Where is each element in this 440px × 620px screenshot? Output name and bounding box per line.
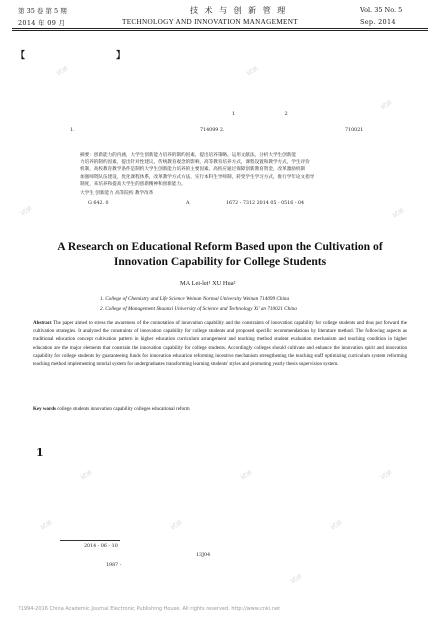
affiliation-en-1: 1. College of Chemistry and Life Science Weinan Normal University Weinan 714099 China [100,296,290,302]
section-tag: 【 】 [16,51,170,61]
keywords-en [33,406,407,414]
issue-date-cn: 2014 年 09 月 [18,19,66,27]
author-superscripts: 1 2 [232,112,312,117]
fund-number: 13J04 [196,553,211,558]
article-title-en: A Research on Educational Reform Based upon the Cultivation of Innovation Capability for College Students [57,240,383,268]
issue-number: 第 35 卷 第 5 期 [18,7,67,15]
watermark: 试读 [39,519,54,532]
cn-abstract-line: 制度，来培养和提高大学生的创新精神和创新能力。 [80,181,186,187]
abstract-label: Abstract [33,321,52,326]
keywords-label: Key words [33,407,56,412]
watermark: 试读 [289,573,304,586]
copyright-footer: ?1994-2016 China Academic Journal Electronic Publishing House. All rights reserved. http://www.cnki.net [18,606,281,612]
watermark: 试读 [245,65,260,78]
received-date: 2014 - 06 - 10 [84,544,118,549]
header-rule [12,28,428,29]
affiliation-number: 1. [70,128,75,133]
header-rule-thin [12,30,428,31]
abstract-text: The paper aimed to stress the awareness of the connotation of innovation capability and the constraints of innovation capability for college students and thus put forward the cultivation strategies. It analyzed the constraints of innovation capability for college students and proposed specific recommendations by literature method. The following aspects as traditional education concept cultivation pattern in higher education curriculum arrangement and teaching method student evaluation mechanism and teaching condition in higher education are the major elements that constrain the innovation capability for college students. Accordingly colleges should cultivate and enhance the innovation spirit and innovation capability for college students by guaranteeing funds for innovation education reforming incentive mechanism strengthening the teaching staff optimizing curriculum system reforming teaching method implementing tutorial system for undergraduates transforming learning students' styles and promoting yearly thesis supervision system. [33,321,407,368]
section-heading-1: 1 [36,446,44,459]
cn-issn: 1672 - 7312 2014 05 - 0516 - 04 [226,201,305,206]
watermark: 试读 [55,65,70,78]
cn-abstract-line: 机制，高校教育教学条件是制约大学生创新能力培养的主要因素。高校应通过保障创新教育资金，改革激励机制 [80,167,306,173]
journal-title-en: TECHNOLOGY AND INNOVATION MANAGEMENT [122,18,298,26]
cn-abstract-line: 加强师资队伍建设，优化课程体系，改革教学方式方法，实行本科生导师制，转变学生学习方式，推行学年论文指导 [80,174,315,180]
author-birth-year: 1987 - [106,563,122,568]
keywords-text: college students innovation capability colleges educational reform [57,407,190,412]
cn-abstract [80,152,370,188]
abstract-en [33,320,407,369]
cn-classification: G 642. 0 [88,201,109,206]
article-authors-en: MA Lei-lei¹ XU Hua² [180,280,236,287]
affiliation-postcode-1: 714099 2. [200,128,225,133]
watermark: 试读 [391,207,406,220]
watermark: 试读 [379,99,394,112]
footnote-rule [60,540,120,541]
journal-title-cn: 技 术 与 创 新 管 理 [190,6,288,15]
watermark: 试读 [329,519,344,532]
watermark: 试读 [379,469,394,482]
watermark: 试读 [239,469,254,482]
volume-en: Vol. 35 No. 5 [360,6,403,14]
watermark: 试读 [169,519,184,532]
cn-keywords: 大学生 创新能力 高等院校 教学改革 [80,191,154,196]
watermark: 试读 [79,469,94,482]
cn-document-code: A [186,201,190,206]
cn-abstract-line: 摘要：创新能力的内涵，大学生创新能力培养的制约因素，提出培养策略。运用文献法，分析大学生创新能 [80,153,296,158]
affiliation-en-2: 2. College of Management Shaanxi University of Science and Technology Xi' an 710021 China [100,306,297,312]
cn-abstract-line: 力培养的制约因素，提出针对性建议。传统教育观念的影响，高等教育培养方式，课程设置和教学方式，学生评价 [80,160,310,166]
issue-date-en: Sep. 2014 [360,18,396,26]
affiliation-postcode-2: 710021 [345,128,364,133]
watermark: 试读 [19,205,34,218]
